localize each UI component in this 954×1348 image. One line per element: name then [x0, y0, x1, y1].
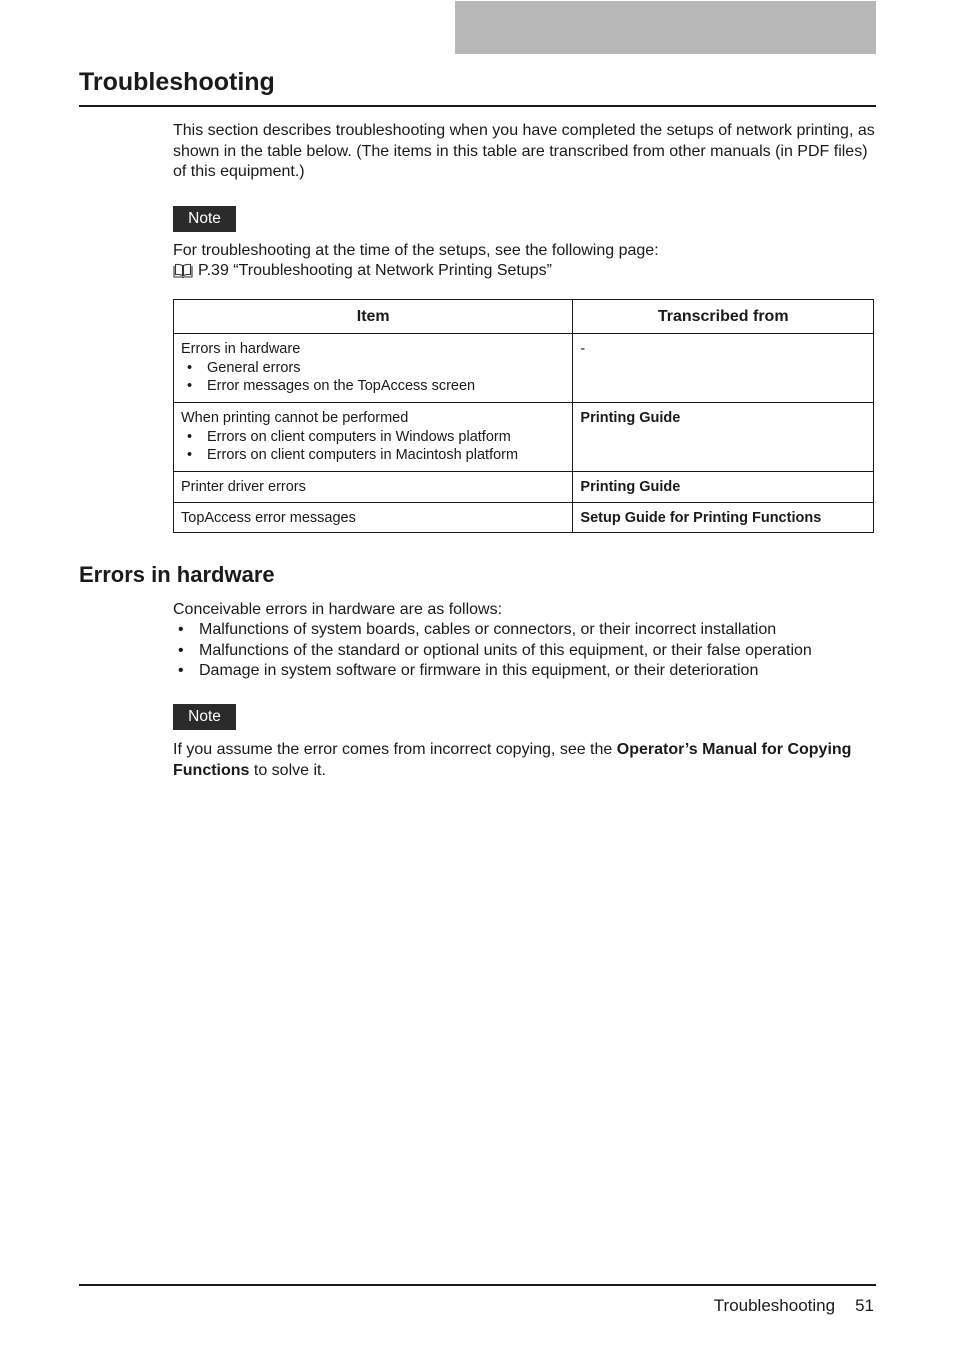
source-cell: Setup Guide for Printing Functions	[573, 502, 874, 533]
source-cell: Printing Guide	[573, 403, 874, 472]
note-text: For troubleshooting at the time of the setups, see the following page:	[173, 242, 659, 259]
section-heading: Errors in hardware	[79, 562, 275, 587]
hardware-bullet-list	[173, 620, 878, 682]
page-number: 51	[855, 1296, 874, 1315]
table-row	[174, 502, 874, 533]
note-text-pre: If you assume the error comes from incorrect copying, see the	[173, 741, 617, 758]
item-cell: TopAccess error messages	[174, 502, 573, 533]
note-badge: Note	[173, 206, 236, 232]
title-divider	[79, 105, 876, 107]
item-cell	[174, 334, 573, 403]
item-label: Errors in hardware	[181, 341, 301, 357]
list-item: • Malfunctions of the standard or optional units of this equipment, or their false operation	[173, 641, 878, 662]
table-row	[174, 403, 874, 472]
item-bullets	[181, 428, 565, 465]
note-text-post: to solve it.	[249, 761, 326, 779]
hardware-note-text	[173, 740, 878, 781]
header-tab-bar	[455, 1, 876, 54]
footer	[714, 1295, 874, 1317]
table-row	[174, 472, 874, 503]
column-header-item: Item	[174, 300, 573, 334]
reference-link[interactable]: P.39 “Troubleshooting at Network Printing Setups”	[198, 262, 552, 279]
book-icon	[173, 263, 193, 279]
footer-section: Troubleshooting	[713, 1296, 836, 1315]
item-bullet: • General errors	[181, 359, 565, 378]
table-row	[174, 334, 874, 403]
item-bullet: • Errors on client computers in Windows platform	[181, 428, 565, 447]
list-item: • Malfunctions of system boards, cables or connectors, or their incorrect installation	[173, 620, 878, 641]
item-label: When printing cannot be performed	[181, 410, 409, 426]
intro-paragraph: This section describes troubleshooting when you have completed the setups of network printing, as shown in the table below. (The items in this table are transcribed from other manuals (in PDF files) of this equipment.)	[173, 122, 875, 180]
item-bullet: • Error messages on the TopAccess screen	[181, 377, 565, 396]
source-cell: Printing Guide	[573, 472, 874, 503]
hardware-intro: Conceivable errors in hardware are as follows:	[173, 601, 503, 618]
note-badge: Note	[173, 704, 236, 730]
manual-reference: Operator’s Manual for Copying Functions	[173, 741, 852, 779]
item-bullet: • Errors on client computers in Macintosh platform	[181, 446, 565, 465]
column-header-source: Transcribed from	[573, 300, 874, 334]
page-title: Troubleshooting	[79, 68, 275, 96]
item-cell: Printer driver errors	[174, 472, 573, 503]
footer-divider	[79, 1284, 876, 1286]
item-cell	[174, 403, 573, 472]
transcription-table	[173, 299, 874, 533]
source-cell: -	[573, 334, 874, 403]
table-header-row	[174, 300, 874, 334]
item-bullets	[181, 359, 565, 396]
list-item: • Damage in system software or firmware in this equipment, or their deterioration	[173, 661, 878, 682]
note-reference[interactable]	[173, 261, 878, 282]
